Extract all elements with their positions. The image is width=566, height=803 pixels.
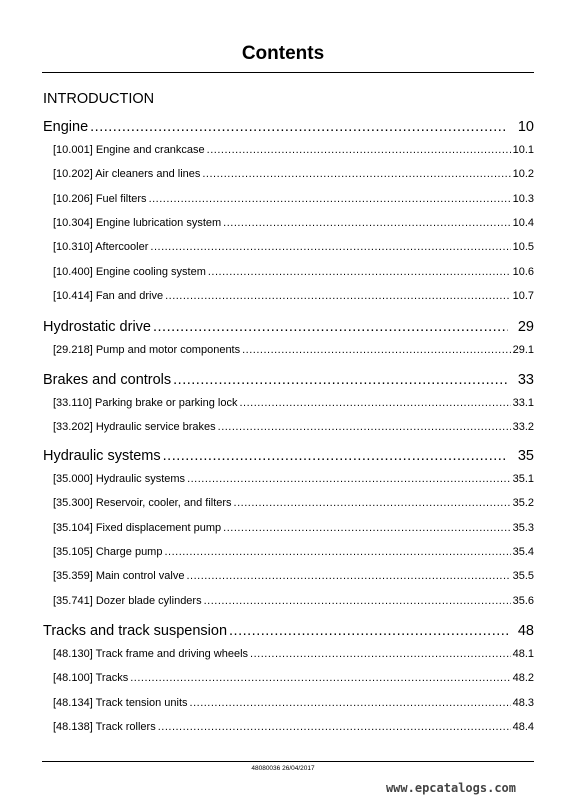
toc-entry[interactable] [53,671,534,685]
toc-entry-page-number: 48.4 [512,720,534,733]
toc-section-label: Hydrostatic drive [43,319,151,335]
dot-leader [208,265,511,279]
toc-entry[interactable] [53,420,534,434]
toc-section[interactable] [43,118,534,136]
dot-leader [187,472,511,486]
dot-leader [90,118,508,136]
dot-leader [218,420,511,434]
dot-leader [186,569,510,583]
toc-entry[interactable] [53,496,534,510]
dot-leader [153,318,508,336]
dot-leader [242,343,510,357]
toc-entry-label: [35.741] Dozer blade cylinders [53,594,202,607]
toc-entry-page-number: 10.3 [512,192,534,205]
toc-entry[interactable] [53,647,534,661]
toc-entry-label: [33.202] Hydraulic service brakes [53,421,216,434]
toc-entry-label: [10.304] Engine lubrication system [53,216,222,229]
toc-entry-page-number: 10.6 [512,265,534,278]
toc-section-page-number: 48 [517,623,534,639]
toc-entry-page-number: 10.1 [512,144,534,156]
dot-leader [229,622,508,640]
toc-entry-label: [35.359] Main control valve [53,570,185,583]
toc-entry[interactable] [53,545,534,559]
toc-entry[interactable] [53,265,534,279]
dot-leader [234,496,511,510]
dot-leader [158,720,511,734]
toc-section[interactable] [43,447,534,465]
toc-section-label: Engine [43,119,89,135]
toc-section-page-number: 35 [517,448,534,464]
toc-entry-label: [10.400] Engine cooling system [53,265,206,278]
dot-leader [223,216,510,230]
toc-entry-label: [10.206] Fuel filters [53,192,147,205]
dot-leader [163,447,508,465]
toc-entry-label: [10.001] Engine and crankcase [53,144,205,156]
dot-leader [190,696,511,710]
dot-leader [207,143,511,157]
toc-entry-page-number: 48.1 [512,648,534,660]
toc-entry[interactable] [53,594,534,608]
dot-leader [223,521,510,535]
toc-entry-page-number: 10.5 [512,241,534,254]
toc-section[interactable] [43,622,534,640]
toc-entry[interactable] [53,396,534,410]
toc-entry[interactable] [53,143,534,157]
toc-entry-page-number: 35.2 [512,497,534,510]
toc-entry[interactable] [53,240,534,254]
dot-leader [130,671,510,685]
dot-leader [204,594,511,608]
toc-entry[interactable] [53,167,534,181]
toc-entry-page-number: 35.6 [512,594,534,607]
toc-entry[interactable] [53,720,534,734]
toc-entry-label: [35.300] Reservoir, cooler, and filters [53,497,232,510]
toc-entry-label: [48.130] Track frame and driving wheels [53,648,249,660]
toc-section[interactable] [43,318,534,336]
toc-entry-page-number: 10.4 [512,216,534,229]
footer-doc-number: 48080036 26/04/2017 [251,765,315,772]
toc-section-label: Brakes and controls [43,372,172,388]
page-title: Contents [241,43,325,64]
toc-entry[interactable] [53,569,534,583]
dot-leader [250,647,511,661]
toc-entry-page-number: 10.7 [512,289,534,302]
toc-entry-label: [33.110] Parking brake or parking lock [53,397,238,409]
toc-entry-label: [48.100] Tracks [53,672,129,685]
toc-entry-label: [10.414] Fan and drive [53,289,164,302]
toc-entry[interactable] [53,192,534,206]
watermark-url: www.epcatalogs.com [385,781,516,795]
dot-leader [173,371,508,389]
toc-section-page-number: 10 [517,119,534,135]
toc-entry-label: [29.218] Pump and motor components [53,344,241,356]
dot-leader [164,545,510,559]
toc-entry-page-number: 48.2 [512,672,534,685]
toc-entry[interactable] [53,289,534,303]
toc-entry[interactable] [53,696,534,710]
toc-section-page-number: 29 [517,319,534,335]
toc-entry-label: [48.134] Track tension units [53,696,188,709]
toc-entry-page-number: 33.2 [512,421,534,434]
toc-entry-page-number: 35.1 [512,473,534,485]
toc-entry-label: [35.000] Hydraulic systems [53,473,186,485]
intro-heading: INTRODUCTION [43,91,155,107]
toc-entry-label: [48.138] Track rollers [53,720,156,733]
toc-entry-page-number: 35.4 [512,545,534,558]
toc-entry-label: [35.104] Fixed displacement pump [53,521,222,534]
toc-entry[interactable] [53,521,534,535]
toc-section-page-number: 33 [517,372,534,388]
toc-section[interactable] [43,371,534,389]
dot-leader [202,167,510,181]
toc-entry-page-number: 29.1 [512,344,534,356]
toc-entry-page-number: 35.5 [512,570,534,583]
toc-entry[interactable] [53,216,534,230]
dot-leader [149,192,511,206]
toc-entry-page-number: 35.3 [512,521,534,534]
toc-entry-page-number: 10.2 [512,168,534,181]
toc-entry-label: [10.310] Aftercooler [53,241,149,254]
toc-entry[interactable] [53,343,534,357]
dot-leader [150,240,510,254]
toc-section-label: Tracks and track suspension [43,623,228,639]
toc-entry[interactable] [53,472,534,486]
dot-leader [239,396,510,410]
footer-divider [42,761,534,762]
dot-leader [165,289,511,303]
toc-entry-page-number: 33.1 [512,397,534,409]
toc-entry-label: [10.202] Air cleaners and lines [53,168,201,181]
toc-section-label: Hydraulic systems [43,448,161,464]
toc-entry-label: [35.105] Charge pump [53,545,163,558]
toc-entry-page-number: 48.3 [512,696,534,709]
